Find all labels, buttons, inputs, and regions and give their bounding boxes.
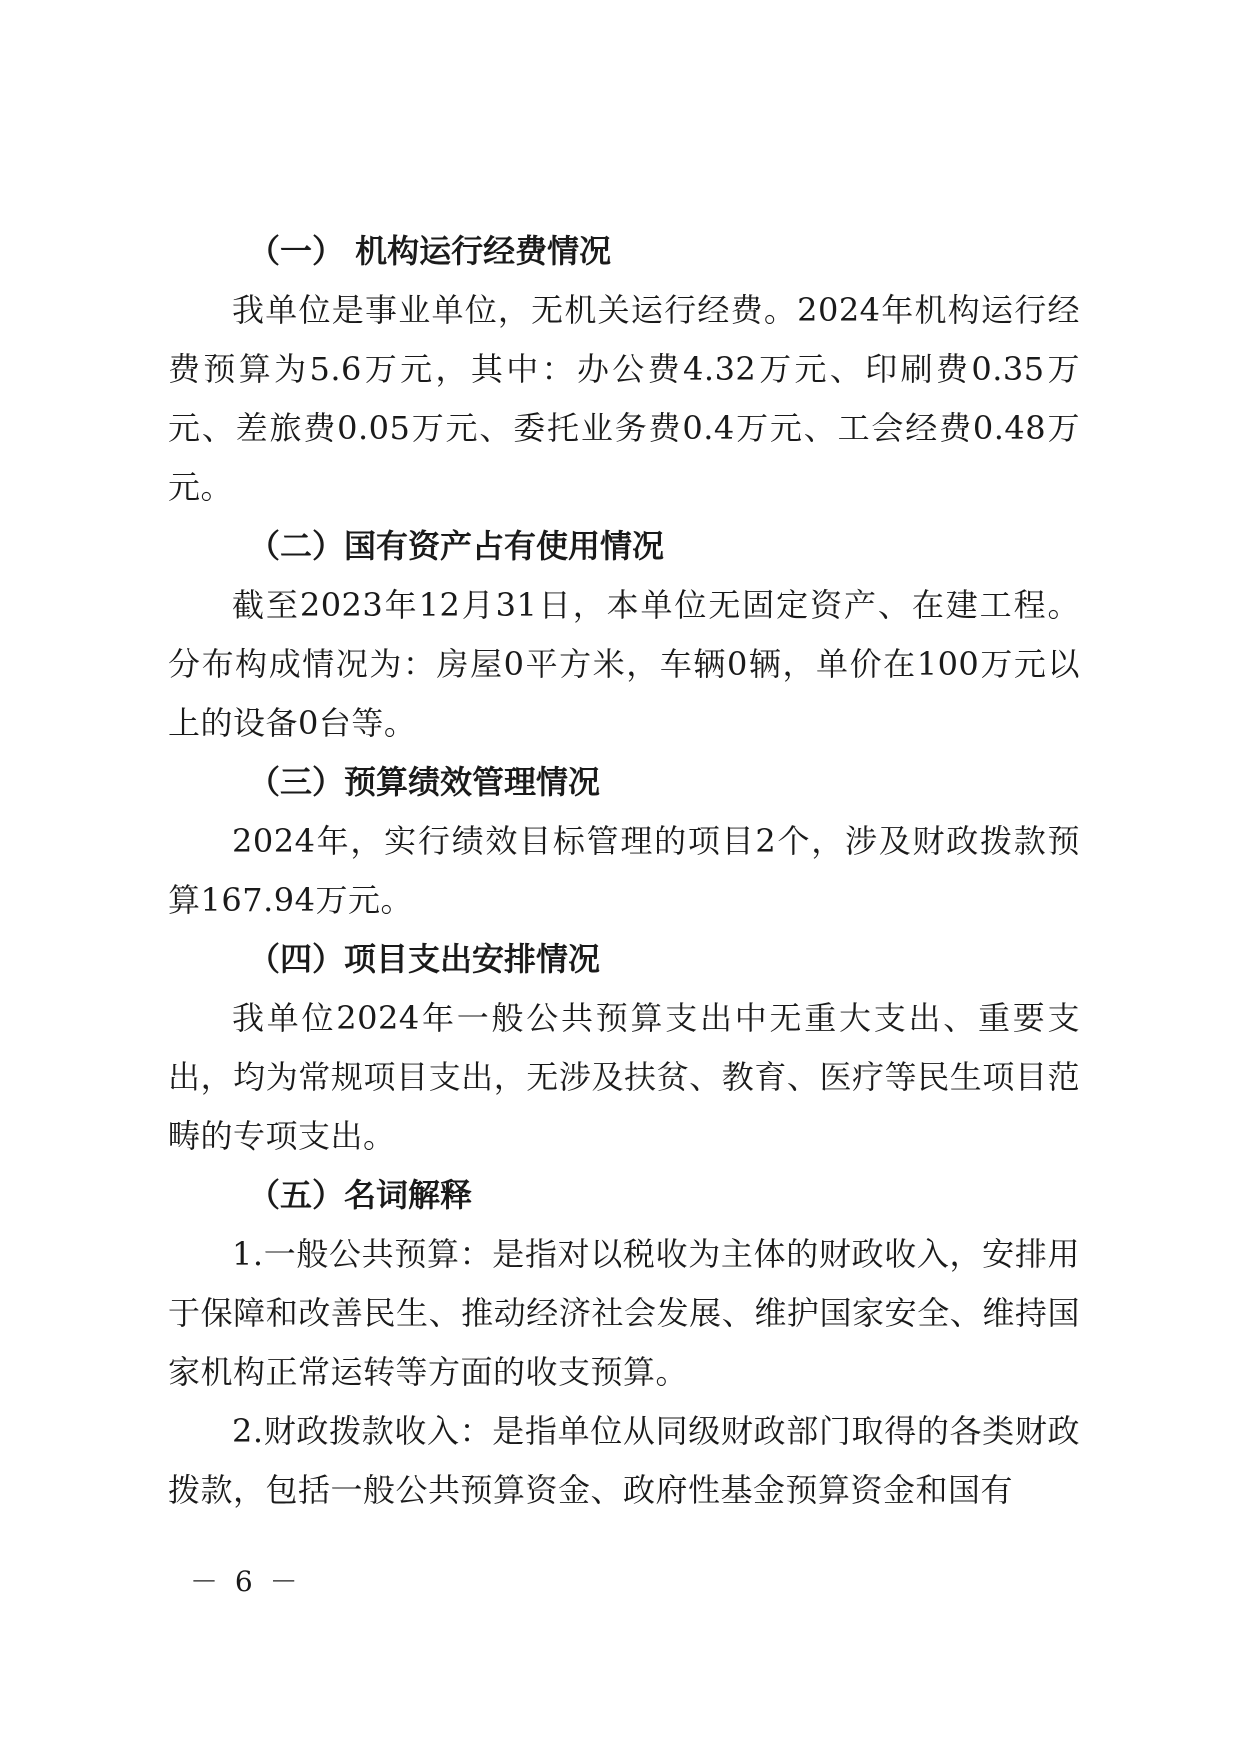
section-2-paragraph: 截至2023年12月31日，本单位无固定资产、在建工程。分布构成情况为：房屋0平方米，车辆0辆，单价在100万元以上的设备0台等。: [168, 586, 1080, 742]
section-heading-1: （一） 机构运行经费情况: [248, 232, 612, 270]
section-heading-5: （五）名词解释: [248, 1176, 473, 1214]
section-3-paragraph: 2024年，实行绩效目标管理的项目2个，涉及财政拨款预算167.94万元。: [168, 822, 1080, 919]
document-body: [168, 222, 1080, 1520]
section-4-paragraph: 我单位2024年一般公共预算支出中无重大支出、重要支出，均为常规项目支出，无涉及扶贫、教育、医疗等民生项目范畴的专项支出。: [168, 999, 1080, 1155]
section-heading-2: （二）国有资产占有使用情况: [248, 527, 665, 565]
definition-fiscal-appropriation-income: 2.财政拨款收入：是指单位从同级财政部门取得的各类财政拨款，包括一般公共预算资金、政府性基金预算资金和国有: [168, 1412, 1080, 1509]
section-heading-3: （三）预算绩效管理情况: [248, 763, 601, 801]
section-1-paragraph: 我单位是事业单位，无机关运行经费。2024年机构运行经费预算为5.6万元，其中：办公费4.32万元、印刷费0.35万元、差旅费0.05万元、委托业务费0.4万元、工会经费0.48万元。: [168, 291, 1080, 506]
section-heading-4: （四）项目支出安排情况: [248, 940, 601, 978]
page-number: － 6 －: [190, 1565, 302, 1598]
definition-general-public-budget: 1.一般公共预算：是指对以税收为主体的财政收入，安排用于保障和改善民生、推动经济社会发展、维护国家安全、维持国家机构正常运转等方面的收支预算。: [168, 1235, 1080, 1391]
